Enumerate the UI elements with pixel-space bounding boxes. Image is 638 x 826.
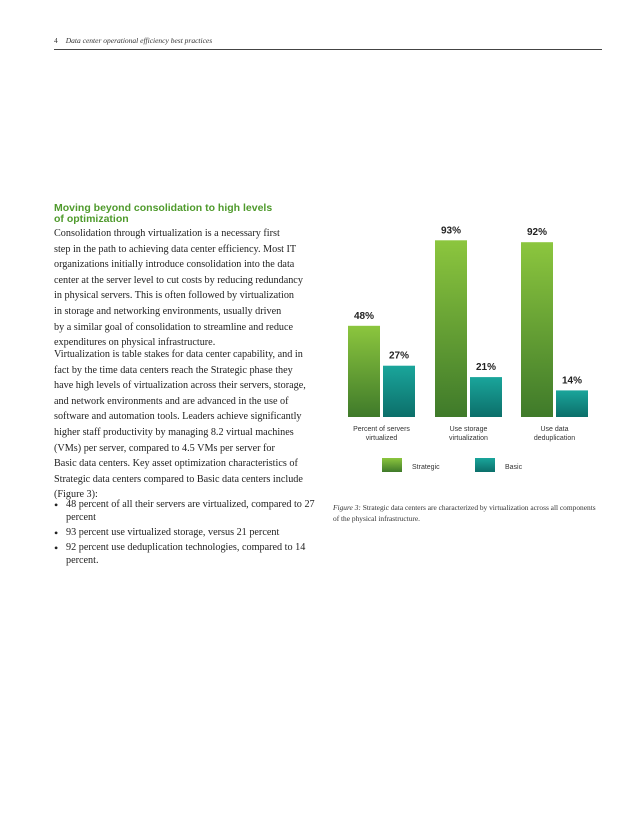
figure-caption-text: Strategic data centers are characterized by virtualization across all components of the physical infrastructure. (333, 503, 596, 523)
bar-basic-0 (383, 366, 415, 417)
paragraph-line: center at the server level to cut costs by reducing redundancy (54, 274, 303, 286)
list-item: • 93 percent use virtualized storage, versus 21 percent (54, 527, 316, 540)
figure-caption-label: Figure 3: (333, 503, 361, 512)
header-divider (54, 49, 602, 50)
category-label: deduplication (533, 435, 576, 442)
legend-swatch-basic (475, 458, 495, 472)
data-label: 92% (526, 227, 548, 239)
paragraph-line: by a similar goal of consolidation to streamline and reduce (54, 321, 294, 333)
category-label: Use storage (449, 426, 488, 433)
data-label: 27% (388, 350, 410, 362)
paragraph-line: (VMs) per server, compared to 4.5 VMs per server for (54, 442, 275, 454)
running-header (54, 36, 602, 45)
legend-label: Strategic (412, 464, 440, 471)
list-item: • 92 percent use deduplication technologies, compared to 14 percent. (54, 542, 316, 567)
bar-basic-2 (556, 390, 588, 417)
data-label: 21% (475, 362, 497, 374)
paragraph-line: in physical servers. This is often followed by virtualization (54, 290, 295, 302)
list-item: • 48 percent of all their servers are virtualized, compared to 27 percent (54, 499, 316, 524)
data-label: 14% (561, 375, 583, 387)
data-label: 93% (440, 225, 462, 237)
bar-strategic-1 (435, 240, 467, 417)
paragraph-line: in storage and networking environments, usually driven (54, 305, 282, 317)
paragraph-line: Consolidation through virtualization is a necessary first (54, 228, 280, 239)
paragraph-line: have high levels of virtualization across their servers, storage, (54, 380, 306, 392)
section-heading (54, 203, 314, 225)
paragraph-line: step in the path to achieving data center efficiency. Most IT (54, 243, 297, 255)
header-title: Data center operational efficiency best practices (65, 36, 213, 45)
paragraph-line: and network environments and are advanced in the use of (54, 395, 289, 407)
bar-strategic-2 (521, 242, 553, 417)
paragraph-1 (54, 226, 312, 351)
figure-3-bar-chart (338, 190, 606, 480)
category-label: virtualization (449, 435, 488, 442)
section-heading-line: Moving beyond consolidation to high levels (54, 202, 273, 214)
paragraph-line: Strategic data centers compared to Basic data centers include (54, 473, 303, 485)
page-number: 4 (54, 36, 58, 45)
legend-label: Basic (505, 464, 523, 471)
key-characteristics-list (54, 499, 316, 570)
paragraph-line: fact by the time data centers reach the Strategic phase they (54, 364, 293, 376)
bar-basic-1 (470, 377, 502, 417)
section-heading-line: of optimization (54, 213, 129, 225)
legend-swatch-strategic (382, 458, 402, 472)
paragraph-line: Virtualization is table stakes for data center capability, and in (54, 349, 303, 360)
paragraph-line: software and automation tools. Leaders achieve significantly (54, 411, 302, 423)
category-label: Use data (540, 426, 569, 433)
paragraph-2 (54, 347, 312, 503)
data-label: 48% (353, 310, 375, 322)
bar-strategic-0 (348, 326, 380, 417)
paragraph-line: Basic data centers. Key asset optimization characteristics of (54, 458, 298, 470)
figure-caption (333, 503, 603, 524)
category-label: Percent of servers (353, 426, 410, 433)
category-label: virtualized (365, 435, 398, 442)
paragraph-line: higher staff productivity by managing 8.2 virtual machines (54, 426, 294, 438)
paragraph-line: expenditures on physical infrastructure. (54, 337, 216, 349)
paragraph-line: (Figure 3): (54, 489, 98, 501)
paragraph-line: organizations initially introduce consolidation into the data (54, 259, 295, 271)
